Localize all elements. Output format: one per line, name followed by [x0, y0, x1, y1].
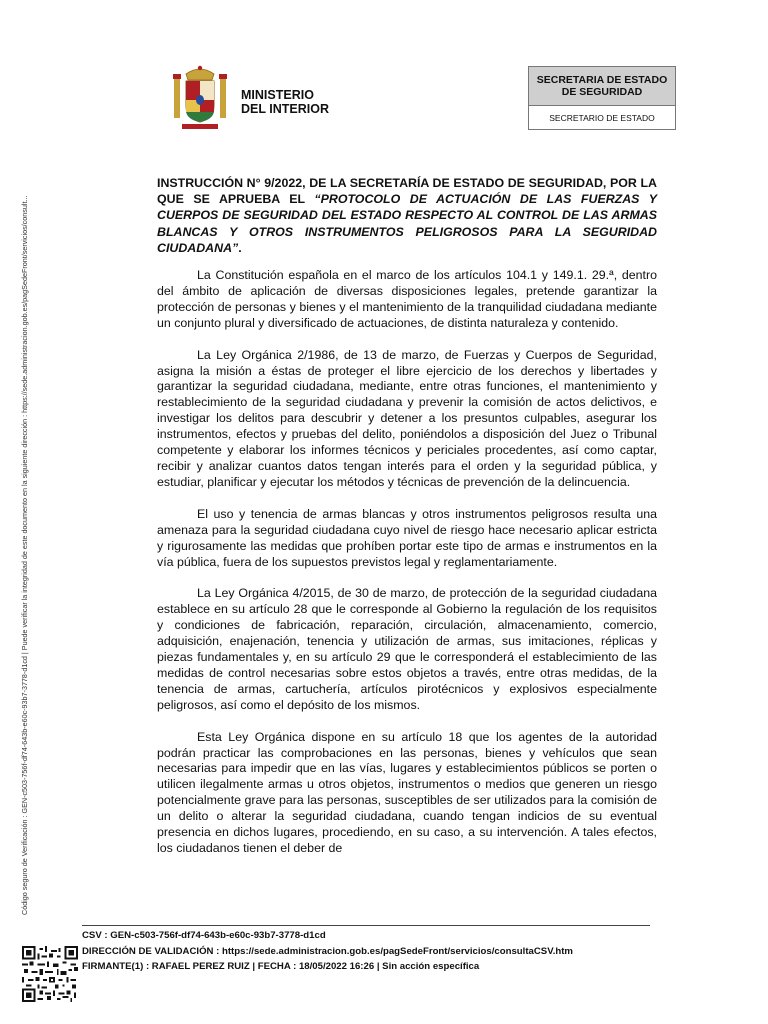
- ministry-line-1: MINISTERIO: [241, 88, 314, 102]
- paragraph: La Constitución española en el marco de los artículos 104.1 y 149.1. 29.ª, dentro del ámbito de aplicación de diversas disposiciones legales, pretende garantizar la protección de personas y bienes y el mantenimiento de la tranquilidad ciudadana mediante un conjunto plural y diversificado de actuaciones, de distinta naturaleza y contenido.: [157, 268, 657, 330]
- signature-footer: [82, 928, 682, 975]
- secretariat-box: [528, 66, 676, 130]
- csv-code: CSV : GEN-c503-756f-df74-643b-e60c-93b7-3778-d1cd: [82, 930, 326, 941]
- verification-side-text: Código seguro de Verificación : GEN-c503-756f-df74-643b-e60c-93b7-3778-d1cd | Puede verificar la integridad de este documento en la siguiente dirección : https://sede.administracion.gob.es/pagSedeFront/servicios/consult...: [20, 195, 29, 915]
- paragraph: La Ley Orgánica 4/2015, de 30 de marzo, de protección de la seguridad ciudadana establece en su artículo 28 que le corresponde al Gobierno la regulación de los requisitos y condiciones de fabricación, reparación, circulación, almacenamiento, comercio, adquisición, enajenación, tenencia y utilización de armas, sus imitaciones, réplicas y piezas fundamentales y, en su artículo 29 que le corresponderá el establecimiento de las medidas de control necesarias sobre estos objetos a través, entre otras medidas, de la tenencia de armas, cartuchería, artículos pirotécnicos y explosivos especialmente peligrosos, así como el depósito de los mismos.: [157, 586, 657, 712]
- paragraph: La Ley Orgánica 2/1986, de 13 de marzo, de Fuerzas y Cuerpos de Seguridad, asigna la misión a éstas de proteger el libre ejercicio de los derechos y libertades y garantizar la seguridad ciudadana, mediante, entre otras funciones, el mantenimiento y restablecimiento de la seguridad ciudadana y prevenir la comisión de actos delictivos, e investigar los delitos para descubrir y detener a los presuntos culpables, asegurar los instrumentos, efectos y pruebas del delito, poniéndolos a disposición del Juez o Tribunal competente y elaborar los informes técnicos y periciales procedentes, así como captar, recibir y analizar cuantos datos tengan interés para el orden y la seguridad pública, y estudiar, planificar y ejecutar los métodos y técnicas de prevención de la delincuencia.: [157, 347, 657, 489]
- ministry-name: [241, 88, 329, 116]
- ministry-line-2: DEL INTERIOR: [241, 102, 329, 116]
- title-part-3: .: [238, 240, 242, 255]
- validation-address[interactable]: DIRECCIÓN DE VALIDACIÓN : https://sede.administracion.gob.es/pagSedeFront/servicios/consultaCSV.htm: [82, 945, 573, 957]
- title-part-1: INSTRUCCIÓN N° 9/2022, DE LA SECRETARÍA DE ESTADO DE SEGURIDAD, POR LA QUE SE APRUEBA EL: [157, 176, 657, 207]
- secretariat-title: SECRETARIA DE ESTADO DE SEGURIDAD: [529, 67, 675, 106]
- paragraph: Esta Ley Orgánica dispone en su artículo 18 que los agentes de la autoridad podrán practicar las comprobaciones en las personas, bienes y vehículos que sean necesarias para impedir que en las vías, lugares y establecimientos públicos se porten o utilicen ilegalmente armas u otros objetos, instrumentos o medios que generen un riesgo potencialmente grave para las personas, susceptibles de ser utilizados para la comisión de un delito o alterar la seguridad ciudadana, cuando tengan indicios de su eventual presencia en dichos lugares, procediendo, en su caso, a su intervención. A tales efectos, los ciudadanos tienen el deber de: [157, 729, 657, 855]
- document-body: [157, 268, 657, 873]
- title-protocol-name: “PROTOCOLO DE ACTUACIÓN DE LAS FUERZAS Y CUERPOS DE SEGURIDAD DEL ESTADO RESPECTO AL CONTROL DE LAS ARMAS BLANCAS Y OTROS INSTRUMENTOS PELIGROSOS PARA LA SEGURIDAD CIUDADANA”: [157, 192, 657, 255]
- footer-divider: [82, 925, 650, 926]
- signer-info: FIRMANTE(1) : RAFAEL PEREZ RUIZ | FECHA : 18/05/2022 16:26 | Sin acción específica: [82, 961, 480, 972]
- paragraph: El uso y tenencia de armas blancas y otros instrumentos peligrosos resulta una amenaza para la seguridad ciudadana cuyo nivel de riesgo hace necesario aplicar estricta y rigurosamente las medidas que prohíben portar este tipo de armas e instrumentos en la vía pública, fuera de los supuestos previstos legal y reglamentariamente.: [157, 506, 657, 569]
- coat-of-arms-logo: [172, 64, 228, 132]
- document-title: [157, 175, 657, 256]
- qr-code: [22, 946, 78, 1002]
- secretariat-subtitle: SECRETARIO DE ESTADO: [549, 113, 655, 123]
